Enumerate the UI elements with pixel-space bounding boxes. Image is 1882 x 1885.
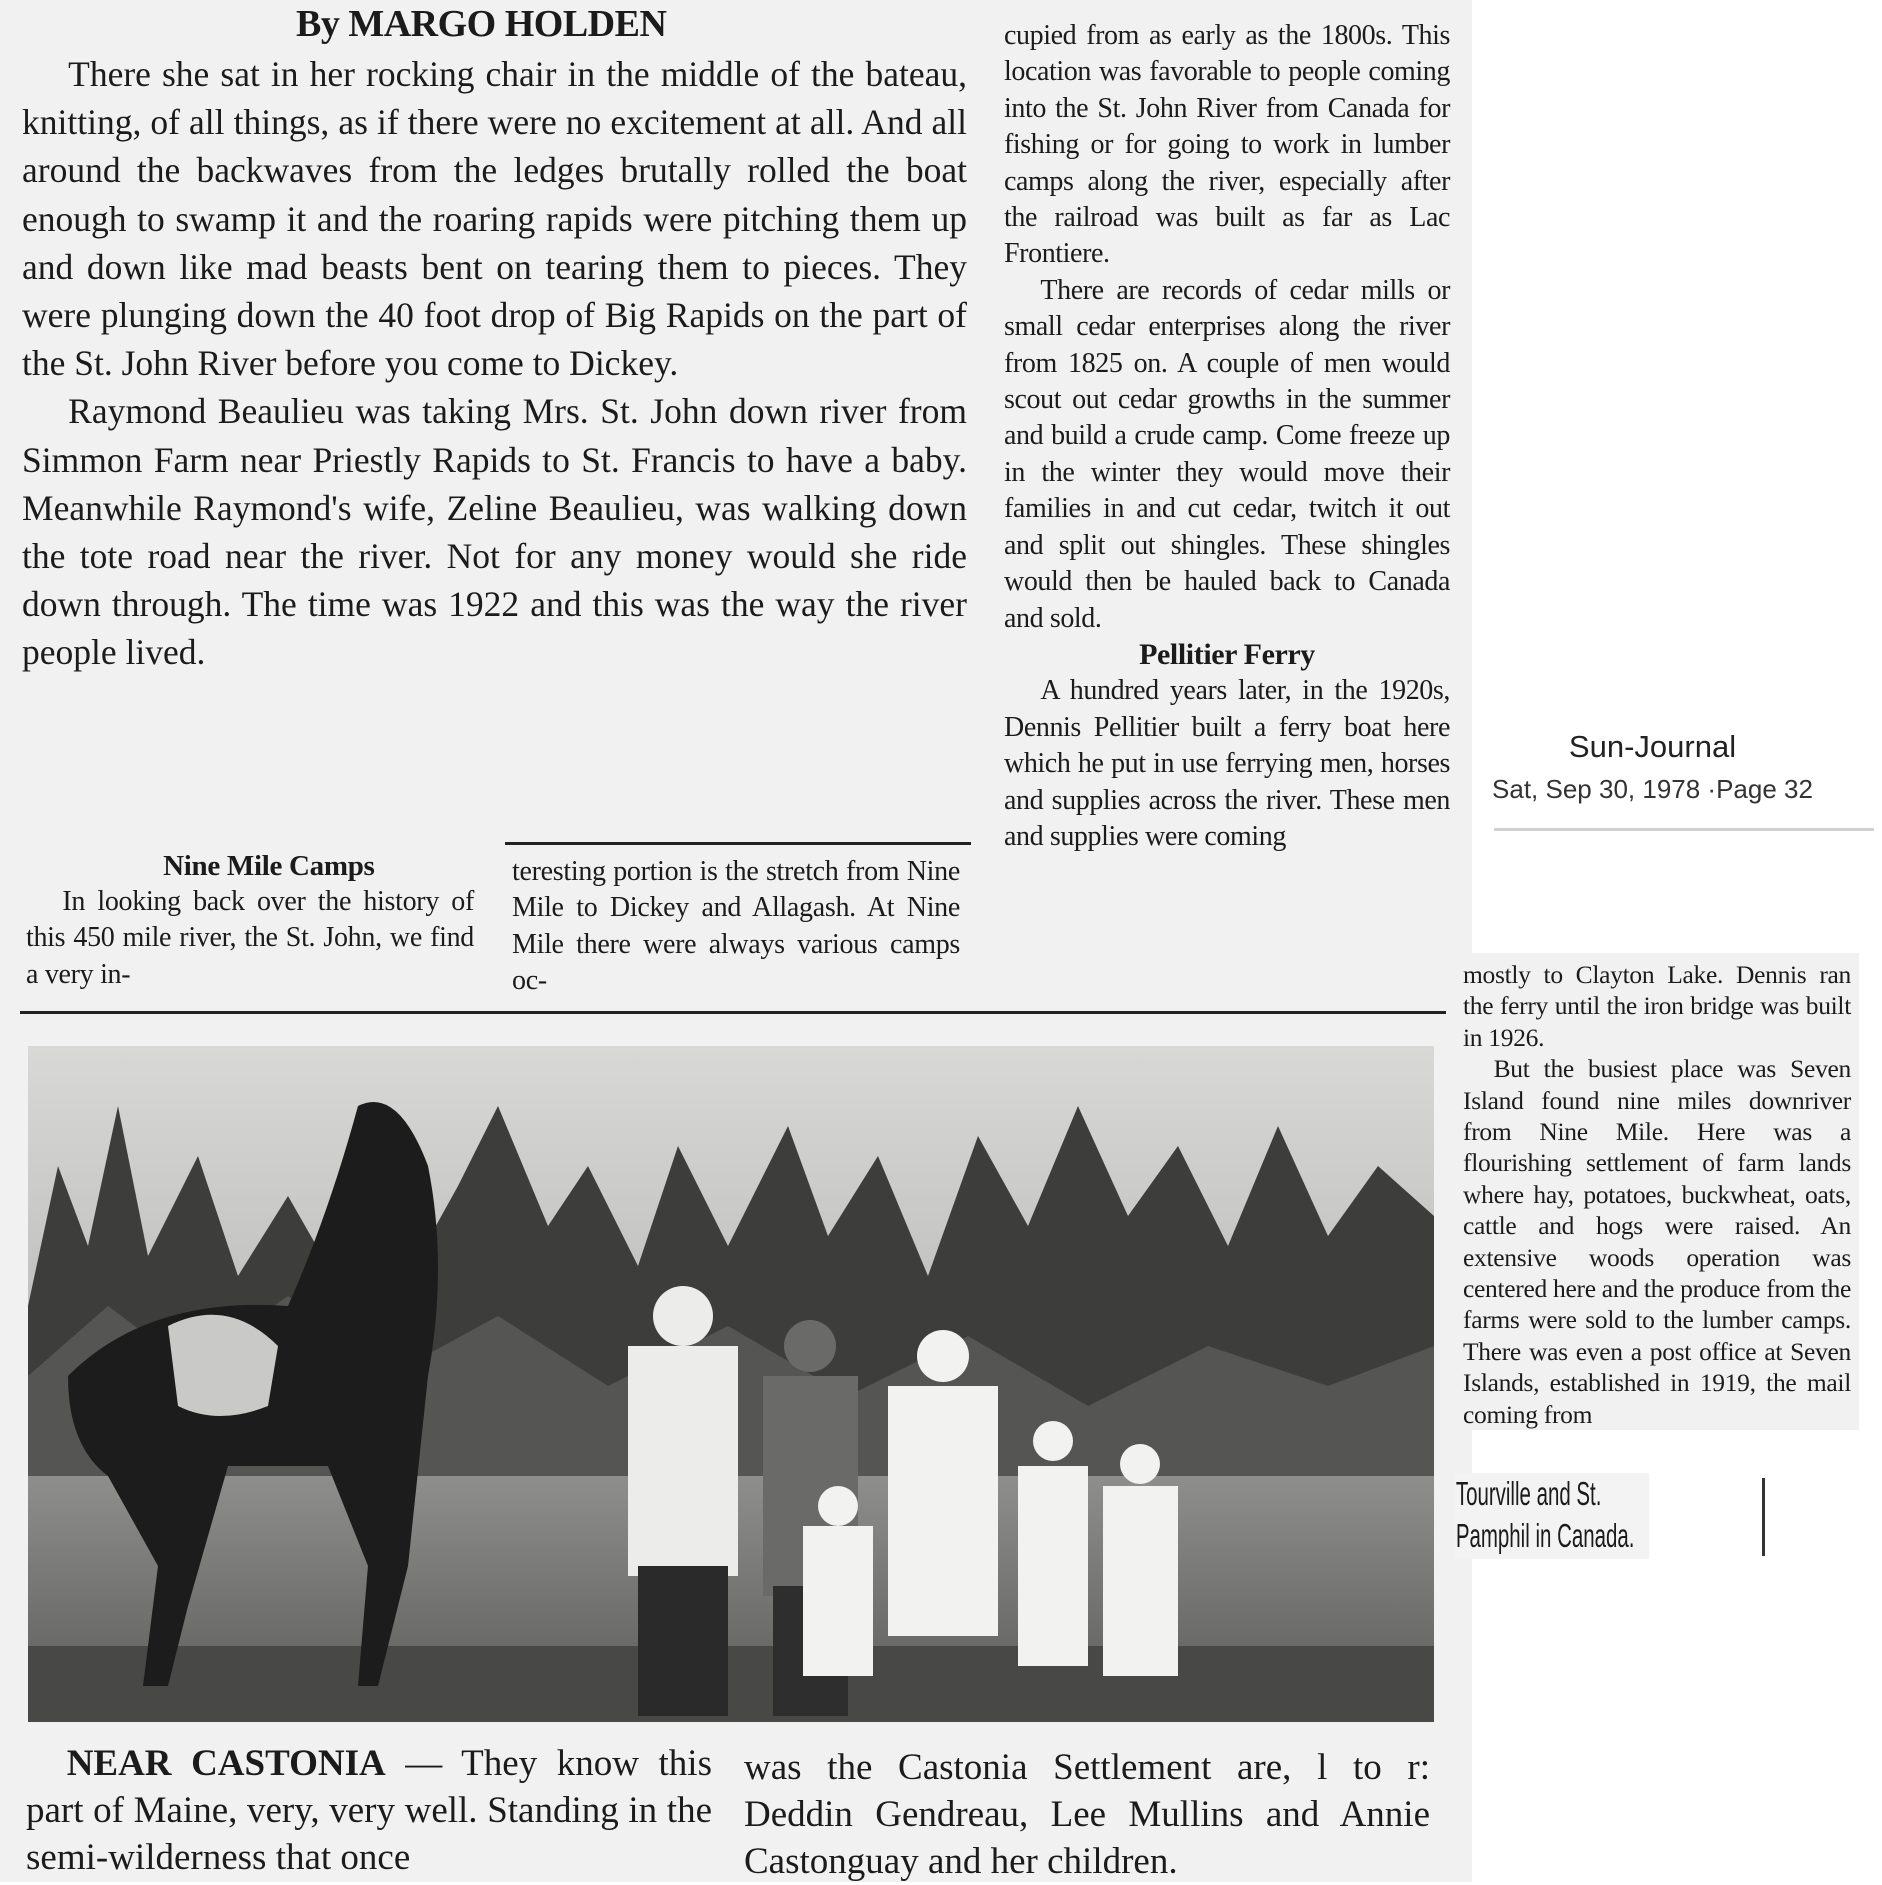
source-divider xyxy=(1494,828,1874,831)
article-paragraph: teresting portion is the stretch from Nine Mile to Dickey and Allagash. At Nine Mile there were always various camps oc- xyxy=(512,856,960,997)
source-name: Sun-Journal xyxy=(1568,729,1737,764)
source-date: Sat, Sep 30, 1978 ·Page 32 xyxy=(1492,774,1813,804)
article-paragraph: A hundred years later, in the 1920s, Dennis Pellitier built a ferry boat here which he put in use ferrying men, horses and supplies across the river. These men and supplies were coming xyxy=(1004,675,1450,852)
article-paragraph: Raymond Beaulieu was taking Mrs. St. John down river from Simmon Farm near Priestly Rapids to St. Francis to have a baby. Meanwhile Raymond's wife, Zeline Beaulieu, was walking down the tote road near the river. Not for any money would she ride down through. The time was 1922 and this was the way the river people lived. xyxy=(22,391,967,673)
article-paragraph: There she sat in her rocking chair in the middle of the bateau, knitting, of all things, as if there were no excitement at all. And all around the backwaves from the ledges brutally rolled the boat enough to swamp it and the roaring rapids were pitching them up and down like mad beasts bent on tearing them to pieces. They were plunging down the 40 foot drop of Big Rapids on the part of the St. John River before you come to Dickey. xyxy=(22,54,967,384)
article-continuation-clip xyxy=(1457,953,1859,1430)
article-paragraph: cupied from as early as the 1800s. This location was favorable to people coming into the St. John River from Canada for fishing or for going to work in lumber camps along the river, especially after the railroad was built as far as Lac Frontiere. xyxy=(1004,20,1450,270)
photo-illustration xyxy=(28,1046,1434,1722)
article-continuation-tail: Tourville and St. Pamphil in Canada. xyxy=(1454,1473,1649,1559)
photo-castonia-settlement xyxy=(28,1046,1434,1722)
nine-mile-column-1 xyxy=(26,848,474,993)
caption-lead: NEAR CASTONIA xyxy=(66,1743,386,1784)
nine-mile-column-2 xyxy=(512,854,960,1000)
source-attribution xyxy=(1490,725,1815,809)
article-paragraph: mostly to Clayton Lake. Dennis ran the ferry until the iron bridge was built in 1926. xyxy=(1463,960,1851,1052)
article-paragraph: There are records of cedar mills or small cedar enterprises along the river from 1825 on. A couple of men would scout out cedar growths in the summer and build a crude camp. Come freeze up in the winter they would move their families in and cut cedar, twitch it out and split out shingles. These shingles would then be hauled back to Canada and sold. xyxy=(1004,274,1450,634)
article-paragraph: In looking back over the history of this 450 mile river, the St. John, we find a very in- xyxy=(26,886,474,990)
article-right-column xyxy=(1004,18,1450,855)
article-lead-column xyxy=(22,50,967,677)
photo-caption-column-1 xyxy=(26,1740,712,1881)
article-paragraph: But the busiest place was Seven Island found nine miles downriver from Nine Mile. Here was a flourishing settlement of farm lands where hay, potatoes, buckwheat, oats, cattle and hogs were raised. An extensive woods operation was centered here and the produce from the farms were sold to the lumber camps. There was even a post office at Seven Islands, established in 1919, the mail coming from xyxy=(1463,1054,1851,1429)
clip-edge-mark xyxy=(1762,1478,1765,1556)
caption-text: — They know this part of Maine, very, very well. Standing in the semi-wilderness that once xyxy=(26,1743,712,1878)
section-heading-pellitier-ferry: Pellitier Ferry xyxy=(1139,637,1315,671)
caption-text: was the Castonia Settlement are, l to r: Deddin Gendreau, Lee Mullins and Annie Castonguay and her children. xyxy=(744,1747,1430,1882)
column-divider-rule xyxy=(505,842,971,845)
byline: By MARGO HOLDEN xyxy=(296,3,667,45)
section-heading-nine-mile: Nine Mile Camps xyxy=(163,850,375,882)
photo-top-rule xyxy=(20,1011,1446,1014)
photo-caption-column-2 xyxy=(744,1744,1430,1885)
